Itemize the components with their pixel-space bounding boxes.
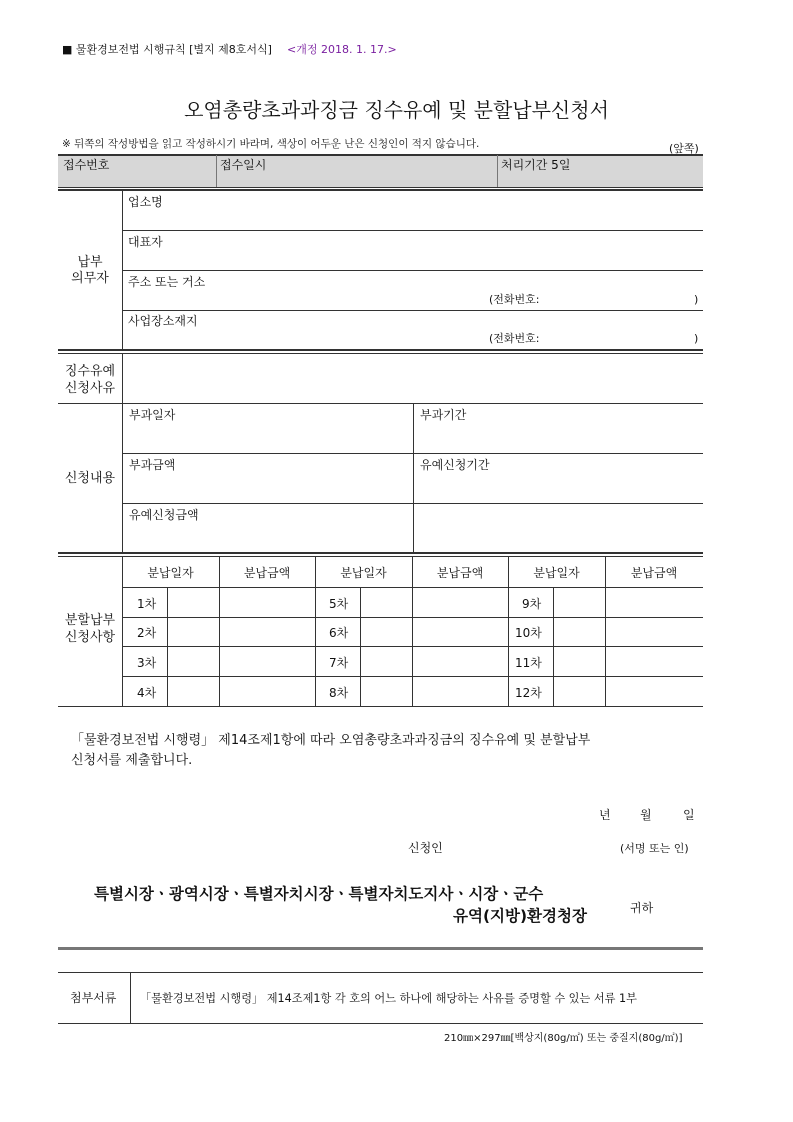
installment-round: 6차 (329, 626, 349, 640)
installment-round: 4차 (137, 686, 157, 700)
recipient-line: 특별시장ㆍ광역시장ㆍ특별자치시장ㆍ특별자치도지사ㆍ시장ㆍ군수 (94, 885, 544, 903)
installment-round: 8차 (329, 686, 349, 700)
divider (58, 154, 703, 156)
signature-note: (서명 또는 인) (620, 842, 689, 855)
installment-round: 5차 (329, 597, 349, 611)
installment-header: 분납일자 (533, 566, 580, 580)
divider (122, 503, 703, 504)
divider (58, 1023, 703, 1024)
divider (58, 972, 703, 973)
obligor-section-label: 납부 (77, 255, 103, 270)
business-name-label: 업소명 (128, 195, 163, 209)
installment-section-label: 분할납부 (64, 613, 116, 628)
divider (122, 270, 703, 271)
levy-amount-label: 부과금액 (129, 458, 176, 472)
divider (122, 676, 703, 677)
deferral-reason-label: 신청사유 (64, 381, 116, 396)
statement-line: 「물환경보전법 시행령」 제14조제1항에 따라 오염총량초과과징금의 징수유예 및 분할납부 (71, 733, 591, 748)
request-section-label: 신청내용 (64, 471, 116, 486)
deferral-amount-label: 유예신청금액 (129, 508, 199, 522)
receipt-number-label: 접수번호 (63, 158, 110, 172)
attachments-content: 「물환경보전법 시행령」 제14조제1항 각 호의 어느 하나에 해당하는 사유를 증명할 수 있는 서류 1부 (140, 992, 637, 1005)
installment-round: 9차 (522, 597, 542, 611)
divider (130, 973, 131, 1023)
representative-label: 대표자 (128, 235, 163, 249)
divider (122, 230, 703, 231)
divider (508, 557, 509, 706)
installment-section-label: 신청사항 (64, 630, 116, 645)
divider (122, 310, 703, 311)
revision-note: <개정 2018. 1. 17.> (287, 43, 397, 56)
divider (216, 155, 217, 187)
divider (58, 187, 703, 188)
installment-header: 분납일자 (147, 566, 194, 580)
installment-round: 2차 (137, 626, 157, 640)
divider (315, 557, 316, 706)
divider (122, 453, 703, 454)
installment-round: 1차 (137, 597, 157, 611)
date-year: 년 (599, 808, 611, 822)
address-phone-label: (전화번호: (489, 293, 540, 306)
receipt-date-label: 접수일시 (220, 158, 267, 172)
notice-text: ※ 뒤쪽의 작성방법을 읽고 작성하시기 바라며, 색상이 어두운 난은 신청인이 적지 않습니다. (62, 138, 480, 150)
installment-round: 10차 (515, 626, 542, 640)
date-month: 월 (640, 808, 652, 822)
divider (58, 189, 703, 191)
site-location-label: 사업장소재지 (128, 314, 198, 328)
levy-date-label: 부과일자 (129, 408, 176, 422)
divider (412, 557, 413, 706)
divider (219, 557, 220, 706)
divider (497, 155, 498, 187)
installment-header: 분납금액 (243, 566, 291, 580)
obligor-section-label: 의무자 (71, 271, 109, 286)
divider (58, 706, 703, 707)
deferral-period-label: 유예신청기간 (420, 458, 490, 472)
installment-round: 3차 (137, 656, 157, 670)
divider (413, 404, 414, 553)
divider (122, 557, 123, 706)
divider (360, 588, 361, 706)
installment-header: 분납금액 (630, 566, 678, 580)
section-bar (58, 947, 703, 950)
paper-spec: 210㎜×297㎜[백상지(80g/㎡) 또는 중질지(80g/㎡)] (444, 1033, 683, 1044)
divider (122, 646, 703, 647)
divider (58, 353, 703, 354)
site-phone-label: (전화번호: (489, 332, 540, 345)
divider (58, 556, 703, 557)
page-side-label: (앞쪽) (669, 142, 699, 155)
divider (605, 557, 606, 706)
page-title: 오염총량초과과징금 징수유예 및 분할납부신청서 (184, 98, 609, 122)
date-day: 일 (683, 808, 695, 822)
installment-round: 11차 (515, 656, 542, 670)
divider (58, 403, 703, 404)
attachments-label: 첨부서류 (70, 991, 117, 1005)
recipient-line: 유역(지방)환경청장 (453, 907, 587, 925)
divider (58, 349, 703, 351)
receipt-bar (58, 155, 703, 187)
address-label: 주소 또는 거소 (128, 275, 206, 289)
divider (122, 617, 703, 618)
divider (167, 588, 168, 706)
installment-round: 12차 (515, 686, 542, 700)
divider (553, 588, 554, 706)
recipient-suffix: 귀하 (630, 901, 654, 915)
divider (58, 552, 703, 554)
site-phone-close: ) (694, 332, 699, 345)
address-phone-close: ) (694, 293, 699, 306)
installment-header: 분납금액 (436, 566, 484, 580)
installment-header: 분납일자 (340, 566, 387, 580)
installment-round: 7차 (329, 656, 349, 670)
applicant-label: 신청인 (408, 841, 443, 855)
deferral-reason-label: 징수유예 (64, 364, 116, 379)
legal-reference: ■ 물환경보전법 시행규칙 [별지 제8호서식] (62, 43, 272, 56)
levy-period-label: 부과기간 (420, 408, 467, 422)
processing-period-label: 처리기간 5일 (501, 158, 571, 172)
statement-line: 신청서를 제출합니다. (71, 753, 193, 768)
